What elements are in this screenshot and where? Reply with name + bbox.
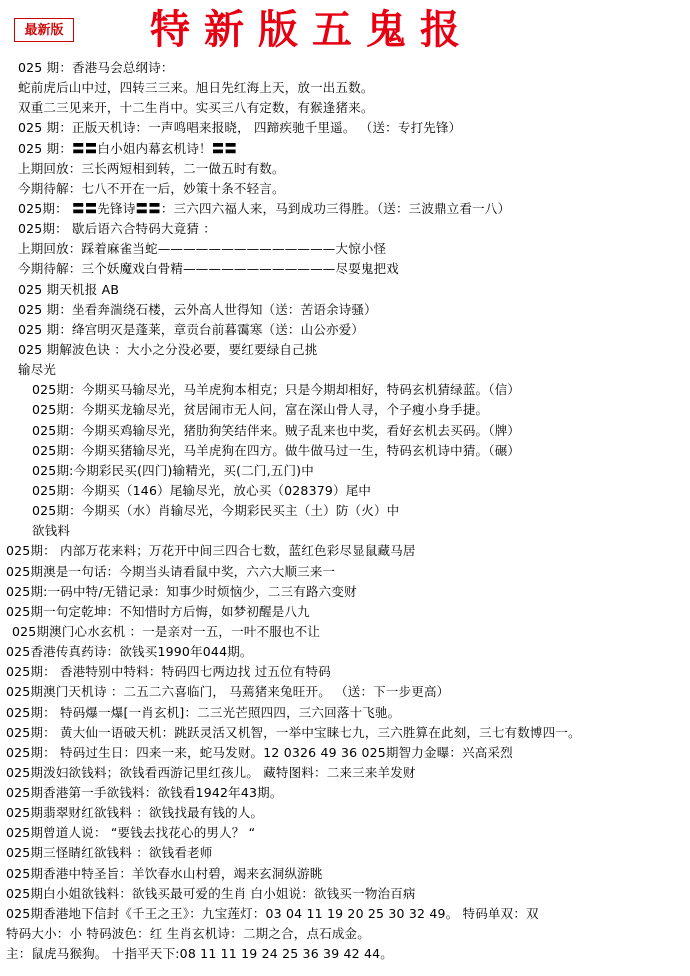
text-line: 025期一句定乾坤：不知惜时方后悔，如梦初醒是八九 xyxy=(6,603,310,619)
text-line: 025期香港第一手欲钱料：欲钱看1942年43期。 xyxy=(6,785,283,801)
text-line: 蛇前虎后山中过，四转三三来。旭日先红海上天，放一出五数。 xyxy=(18,80,374,96)
text-line: 025 期解波色诀 ：大小之分没必要，要红要绿自己挑 xyxy=(18,341,318,357)
text-line: 上期回放：三长两短相到转，二一做五时有数。 xyxy=(18,160,285,176)
text-line: 025 期：绛宫明灭是蓬莱，章贡台前暮霭寒（送：山公亦爱） xyxy=(18,321,365,337)
text-line: 025 期：坐看奔湍绕石楼，云外高人世得知（送：苦语余诗骚） xyxy=(18,301,377,317)
text-line: 025 期：香港马会总纲诗： xyxy=(18,60,174,75)
text-line: 025期白小姐欲钱料：欲钱买最可爱的生肖 白小姐说：欲钱买一物治百病 xyxy=(6,885,416,901)
text-line: 025期：今期买马输尽光，马羊虎狗本相克；只是今期却相好，特码玄机猜绿蓝。（信） xyxy=(32,382,521,398)
text-line: 025期香港地下信封《千王之王》：九宝莲灯：03 04 11 19 20 25 30 32 49。 特码单双：双 xyxy=(6,905,539,921)
text-line: 025 期：〓〓白小姐内幕玄机诗！〓〓 xyxy=(18,140,238,156)
text-line: 特码大小：小 特码波色：红 生肖玄机诗：二期之合，点石成金。 xyxy=(6,926,370,942)
text-line: 025期香港中特圣旨：羊饮春水山村碧，竭来玄洞纵游眺 xyxy=(6,865,323,881)
text-line: 输尽光 xyxy=(18,362,57,378)
text-line: 025期： 黄大仙一语破天机：跳跃灵活又机智，一举中宝睐七九，三六胜算在此刻，三七有数博四一。 xyxy=(6,724,581,740)
text-line: 今期待解：三个妖魔戏白骨精————————————尽耍鬼把戏 xyxy=(18,261,400,277)
text-line: 上期回放：踩着麻雀当蛇——————————————大惊小怪 xyxy=(18,241,387,257)
text-line: 025期： 特码爆一爆[一肖玄机]：二三光芒照四四，三六回落十飞驰。 xyxy=(6,704,401,720)
text-line: 025期： 特码过生日：四来一来，蛇马发财。12 0326 49 36 025期智力金曝：兴高采烈 xyxy=(6,744,513,760)
text-line: 主：鼠虎马猴狗。 十指平天下:08 11 11 19 24 25 36 39 42 44。 xyxy=(6,946,394,962)
text-line: 025期：今期买（水）肖输尽光，今期彩民买主（土）防（火）中 xyxy=(32,503,400,519)
page-title: 特新版五鬼报 xyxy=(150,6,474,53)
text-line: 025期:一码中特/无错记录：知事少时烦恼少，二三有路六变财 xyxy=(6,583,357,599)
text-line: 欲钱料 xyxy=(32,523,71,539)
text-line: 025期： 〓〓先锋诗〓〓：三六四六福人来，马到成功三得胜。（送：三波鼎立看一八） xyxy=(18,200,511,216)
document-body xyxy=(0,58,690,964)
text-line: 025期：今期买鸡输尽光，猪肋狗笑结伴来。贼子乱来也中奖，看好玄机去买码。（牌） xyxy=(32,422,521,438)
text-line: 025期澳门心水玄机 ：一是亲对一五，一叶不服也不让 xyxy=(12,623,321,639)
text-line: 025 期天机报 AB xyxy=(18,281,120,297)
text-line: 025期翡翠财红欲钱料 ：欲钱找最有钱的人。 xyxy=(6,805,264,821)
latest-version-badge: 最新版 xyxy=(14,18,74,42)
text-line: 025期:今期彩民买(四门)输精光，买(二门,五门)中 xyxy=(32,462,314,478)
text-line: 今期待解：七八不开在一后，妙策十条不轻言。 xyxy=(18,180,285,196)
text-line: 双重二三见来开，十二生肖中。实买三八有定数，有猴逢猪来。 xyxy=(18,100,374,116)
text-line: 025 期：正版天机诗：一声鸣唱来报晓， 四蹄疾驰千里遥。 （送：专打先锋） xyxy=(18,120,462,136)
text-line: 025期： 香港特别中特料：特码四七两边找 过五位有特码 xyxy=(6,664,331,680)
text-line: 025期澳门天机诗 ：二五二六喜临门， 马蔫猪来兔旺开。 （送：下一步更高） xyxy=(6,684,450,700)
text-line: 025期： 内部万花来料；万花开中间三四合七数，蓝红色彩尽显鼠藏马居 xyxy=(6,543,416,559)
text-line: 025期：今期买龙输尽光，贫居闹市无人问，富在深山骨人寻，个子瘦小身手捷。 xyxy=(32,402,489,418)
text-line: 025期三怪睛红欲钱料 ：欲钱看老师 xyxy=(6,845,213,861)
text-line: 025期：今期买（146）尾输尽光，放心买（028379）尾中 xyxy=(32,482,372,498)
text-line: 025期： 歇后语六合特码大竟猜 ： xyxy=(18,221,216,237)
text-line: 025期泼妇欲钱料；欲钱看西游记里红孩儿。 藏特图料：二来三来羊发财 xyxy=(6,764,416,780)
text-line: 025香港传真药诗：欲钱买1990年044期。 xyxy=(6,644,253,660)
text-line: 025期曾道人说： “要钱去找花心的男人？ “ xyxy=(6,825,256,841)
text-line: 025期澳是一句话：今期当头请看鼠中奖，六六大顺三来一 xyxy=(6,563,336,579)
text-line: 025期：今期买猪输尽光，马羊虎狗在四方。做牛做马过一生，特码玄机诗中猜。（碾） xyxy=(32,442,521,458)
